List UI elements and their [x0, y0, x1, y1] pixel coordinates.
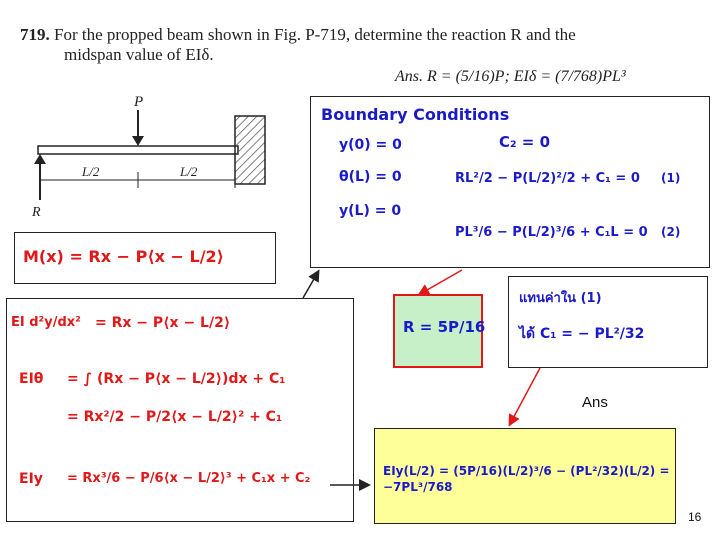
c1-result: ได้ C₁ = − PL²/32 — [519, 326, 645, 342]
deriv-line4-lhs: EIy — [19, 471, 43, 487]
reaction-result: R = 5P/16 — [403, 318, 486, 336]
equation-1-tag: (1) — [661, 171, 681, 185]
boundary-title: Boundary Conditions — [321, 105, 510, 124]
moment-expression: M(x) = Rx − P⟨x − L/2⟩ — [23, 247, 224, 266]
substitution-note: แทนค่าใน (1) — [519, 291, 602, 306]
derivation-box — [6, 298, 354, 522]
span-right-label: L/2 — [180, 164, 198, 179]
final-result: EIy(L/2) = (5P/16)(L/2)³/6 − (PL²/32)(L/2) = −7PL³/768 — [383, 464, 670, 494]
problem-line1: For the propped beam shown in Fig. P-719, determine the reaction R and the — [54, 25, 576, 44]
deriv-line1-rhs: = Rx − P⟨x − L/2⟩ — [95, 315, 231, 331]
equation-1: RL²/2 − P(L/2)²/2 + C₁ = 0 — [455, 171, 640, 186]
deriv-line4-rhs: = Rx³/6 − P/6⟨x − L/2⟩³ + C₁x + C₂ — [67, 471, 311, 486]
bc-yL: y(L) = 0 — [339, 203, 402, 219]
final-result-box — [374, 428, 676, 524]
problem-number: 719. — [20, 25, 50, 44]
reaction-label: R — [32, 205, 41, 220]
span-left-label: L/2 — [82, 164, 100, 179]
deriv-line1-lhs: EI d²y/dx² — [11, 315, 81, 330]
deriv-line2-rhs: = ∫ (Rx − P⟨x − L/2⟩)dx + C₁ — [67, 371, 286, 387]
reaction-result-box — [393, 294, 486, 368]
bc-thetaL: θ(L) = 0 — [339, 169, 402, 185]
equation-2-tag: (2) — [661, 225, 681, 239]
substitution-box — [508, 276, 708, 368]
deriv-line3-rhs: = Rx²/2 − P/2⟨x − L/2⟩² + C₁ — [67, 409, 283, 425]
equation-2: PL³/6 − P(L/2)³/6 + C₁L = 0 — [455, 225, 648, 240]
load-label: P — [134, 94, 144, 110]
deriv-line2-lhs: EIθ — [19, 371, 44, 387]
problem-line2: midspan value of EIδ. — [64, 45, 214, 64]
c2-value: C₂ = 0 — [499, 133, 551, 151]
problem-answer: Ans. R = (5/16)P; EIδ = (7/768)PL³ — [395, 68, 626, 85]
bc-y0: y(0) = 0 — [339, 137, 402, 153]
ans-label: Ans — [582, 394, 608, 411]
page-number: 16 — [688, 510, 702, 524]
